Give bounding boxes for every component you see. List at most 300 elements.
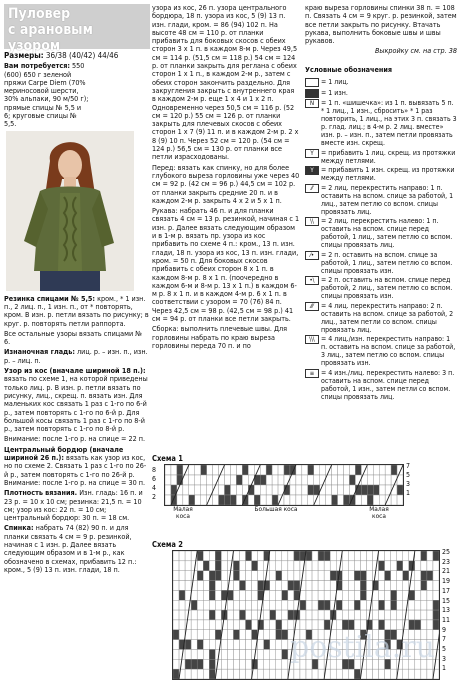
grid-cell [197, 561, 203, 571]
grid-cell [242, 465, 248, 475]
grid-cell [312, 551, 318, 561]
grid-cell [288, 581, 294, 591]
grid-cell [385, 571, 391, 581]
grid-cell [270, 630, 276, 640]
grid-cell [314, 465, 320, 475]
grid-cell [227, 620, 233, 630]
grid-cell [258, 571, 264, 581]
legend-symbol: •\ [305, 276, 319, 285]
grid-cell [361, 485, 367, 495]
s2-row: 15 [442, 596, 451, 605]
grid-cell [246, 610, 252, 620]
grid-cell [349, 475, 355, 485]
scheme-2-title: Схема 2 [152, 540, 183, 549]
grid-cell [391, 581, 397, 591]
grid-cell [294, 571, 300, 581]
grid-cell [173, 640, 179, 650]
s1-row-3: 3 [406, 480, 411, 488]
grid-cell [330, 561, 336, 571]
legend-item [305, 99, 457, 147]
grid-cell [379, 620, 385, 630]
grid-cell [264, 620, 270, 630]
grid-cell [203, 640, 209, 650]
grid-cell [288, 571, 294, 581]
grid-cell [288, 610, 294, 620]
grid-cell [367, 465, 373, 475]
grid-cell [354, 581, 360, 591]
grid-cell [302, 475, 308, 485]
grid-cell [385, 610, 391, 620]
grid-cell [284, 465, 290, 475]
grid-cell [421, 600, 427, 610]
grid-cell [349, 465, 355, 475]
grid-cell [189, 495, 195, 505]
grid-cell [233, 649, 239, 659]
grid-cell [373, 620, 379, 630]
grid-cell [373, 600, 379, 610]
grid-cell [258, 659, 264, 669]
grid-cell [197, 669, 203, 679]
grid-cell [225, 465, 231, 475]
grid-cell [338, 475, 344, 485]
legend-text: = 2 лиц. перекрестить направо: 1 п. оставить на вспом. спице за работой, 1 лиц., затем петлю со вспом. спицы провязать лиц. [321, 183, 454, 216]
grid-cell [185, 649, 191, 659]
grid-cell [197, 649, 203, 659]
grid-cell [348, 571, 354, 581]
grid-cell [318, 610, 324, 620]
grid-cell [173, 590, 179, 600]
grid-cell [233, 640, 239, 650]
grid-cell [240, 590, 246, 600]
grid-cell [183, 495, 189, 505]
grid-cell [366, 669, 372, 679]
grid-cell [282, 649, 288, 659]
grid-cell [227, 659, 233, 669]
grid-cell [270, 649, 276, 659]
grid-cell [173, 620, 179, 630]
grid-cell [209, 630, 215, 640]
column-3 [305, 4, 457, 402]
grid-cell [421, 571, 427, 581]
grid-cell [318, 600, 324, 610]
grid-cell [379, 600, 385, 610]
grid-cell [276, 551, 282, 561]
grid-cell [379, 561, 385, 571]
grid-cell [320, 495, 326, 505]
grid-cell [276, 610, 282, 620]
grid-cell [312, 610, 318, 620]
grid-cell [242, 475, 248, 485]
grid-cell [236, 485, 242, 495]
grid-cell [294, 551, 300, 561]
grid-cell [179, 630, 185, 640]
legend-symbol: ⁄• [305, 251, 319, 260]
grid-cell [227, 610, 233, 620]
legend-item [305, 184, 457, 216]
grid-cell [272, 475, 278, 485]
grid-cell [397, 551, 403, 561]
grid-cell [427, 600, 433, 610]
grid-cell [185, 640, 191, 650]
legend-text: = 2 п. оставить на вспом. спице перед работой, 2 лиц., затем петлю со вспом. спицы провязать изн. [321, 276, 453, 301]
grid-cell [264, 649, 270, 659]
legend-symbol: \\ [305, 217, 319, 226]
grid-cell [360, 581, 366, 591]
grid-cell [308, 495, 314, 505]
grid-cell [324, 551, 330, 561]
s2-row: 7 [442, 635, 447, 644]
grid-cell [185, 659, 191, 669]
grid-cell [215, 551, 221, 561]
grid-cell [330, 669, 336, 679]
grid-cell [230, 495, 236, 505]
grid-cell [246, 551, 252, 561]
grid-cell [270, 600, 276, 610]
grid-cell [252, 600, 258, 610]
grid-cell [373, 610, 379, 620]
grid-cell [258, 561, 264, 571]
grid-cell [252, 551, 258, 561]
grid-cell [288, 620, 294, 630]
grid-cell [197, 620, 203, 630]
grid-cell [221, 640, 227, 650]
grid-cell [433, 581, 439, 591]
grid-cell [246, 640, 252, 650]
grid-cell [300, 590, 306, 600]
grid-cell [270, 581, 276, 591]
grid-cell [385, 465, 391, 475]
grid-cell [233, 610, 239, 620]
grid-cell [294, 561, 300, 571]
grid-cell [391, 600, 397, 610]
grid-cell [240, 620, 246, 630]
grid-cell [409, 600, 415, 610]
grid-cell [258, 640, 264, 650]
grid-cell [397, 571, 403, 581]
grid-cell [240, 630, 246, 640]
grid-cell [191, 630, 197, 640]
c1-text-3: вязать по схеме 1, на которой приведены только лиц. р. В изн. р. петли вязать по рисунку, лиц., скрещ. п. вязать изн. Для маленьких кос связать 1 раз с 1-го по 6-й р., затем повторять с 1-го по 6-й р. Для большой косы связать 1 раз с 1-го по 8-й р., затем повторять с 1-го по 8-й р. [4, 374, 148, 434]
grid-cell [276, 590, 282, 600]
grid-cell [312, 561, 318, 571]
grid-cell [324, 620, 330, 630]
c1-head-5: Центральный бордюр (вначале шириной 26 п.): [4, 444, 124, 463]
grid-cell [306, 551, 312, 561]
grid-cell [415, 669, 421, 679]
grid-cell [342, 610, 348, 620]
grid-cell [189, 465, 195, 475]
c1-head-6: Плотность вязания. [4, 488, 78, 498]
grid-cell [246, 600, 252, 610]
grid-cell [260, 475, 266, 485]
grid-cell [300, 620, 306, 630]
grid-cell [270, 590, 276, 600]
grid-cell [433, 590, 439, 600]
grid-cell [367, 495, 373, 505]
grid-cell [270, 551, 276, 561]
grid-cell [215, 620, 221, 630]
legend-item [305, 302, 457, 334]
grid-cell [397, 590, 403, 600]
grid-cell [391, 610, 397, 620]
grid-cell [191, 610, 197, 620]
grid-cell [266, 485, 272, 495]
grid-cell [324, 581, 330, 591]
grid-cell [203, 581, 209, 591]
c1-text-6: Изн. гладь: 16 п. и 23 р. = 10 х 10 см; резинка: 21,5 п. = 10 см; узор из кос: 22 п. = 10 см; центральный бордюр: 30 п. = 18 см. [4, 488, 143, 523]
grid-cell [207, 465, 213, 475]
grid-cell [427, 581, 433, 591]
s2-row: 9 [442, 625, 447, 634]
grid-cell [276, 571, 282, 581]
grid-cell [191, 649, 197, 659]
grid-cell [354, 561, 360, 571]
grid-cell [233, 590, 239, 600]
grid-cell [252, 620, 258, 630]
scheme-1-label-small-right: Малая коса [369, 505, 389, 520]
c3-intro: краю выреза горловины спинки 38 п. = 108 п. Связать 4 см = 9 круг. р. резинкой, затем все петли закрыть по рисунку. Втачать рукава, выполнить боковые швы и швы рукавов. [305, 3, 457, 46]
grid-cell [318, 590, 324, 600]
grid-cell [344, 485, 350, 495]
grid-cell [209, 600, 215, 610]
grid-cell [201, 475, 207, 485]
grid-cell [173, 630, 179, 640]
legend-item [305, 369, 457, 401]
grid-cell [209, 620, 215, 630]
grid-cell [342, 600, 348, 610]
grid-cell [379, 475, 385, 485]
grid-cell [227, 590, 233, 600]
grid-cell [415, 571, 421, 581]
grid-cell [270, 659, 276, 669]
grid-cell [195, 485, 201, 495]
c1-head-3: Узор из кос (вначале шириной 18 п.): [4, 366, 146, 376]
grid-cell [197, 581, 203, 591]
grid-cell [209, 561, 215, 571]
grid-cell [260, 495, 266, 505]
grid-cell [379, 495, 385, 505]
grid-cell [191, 620, 197, 630]
grid-cell [342, 571, 348, 581]
grid-cell [240, 600, 246, 610]
grid-cell [415, 590, 421, 600]
model-photo [6, 131, 134, 291]
grid-cell [354, 620, 360, 630]
grid-cell [203, 590, 209, 600]
grid-cell [185, 571, 191, 581]
grid-cell [312, 590, 318, 600]
s2-row: 13 [442, 606, 451, 615]
grid-cell [354, 571, 360, 581]
grid-cell [258, 649, 264, 659]
grid-cell [306, 581, 312, 591]
grid-cell [366, 581, 372, 591]
grid-cell [308, 485, 314, 495]
grid-cell [397, 620, 403, 630]
grid-cell [207, 475, 213, 485]
legend-item [305, 251, 457, 275]
grid-cell [338, 485, 344, 495]
grid-cell [282, 590, 288, 600]
grid-cell [260, 465, 266, 475]
grid-cell [165, 495, 171, 505]
grid-cell [391, 495, 397, 505]
grid-cell [324, 600, 330, 610]
grid-cell [308, 475, 314, 485]
grid-cell [215, 581, 221, 591]
grid-cell [225, 475, 231, 485]
grid-cell [409, 610, 415, 620]
grid-cell [254, 495, 260, 505]
grid-cell [201, 495, 207, 505]
grid-cell [185, 581, 191, 591]
grid-cell [266, 475, 272, 485]
title-line-1: Пуловер [8, 6, 71, 22]
grid-cell [433, 561, 439, 571]
grid-cell [284, 495, 290, 505]
grid-cell [227, 600, 233, 610]
grid-cell [225, 485, 231, 495]
grid-cell [197, 551, 203, 561]
legend-item [305, 217, 457, 249]
watermark-text: postila.ru [290, 630, 435, 665]
grid-cell [165, 465, 171, 475]
c1-text-4: Внимание: после 1-го р. на спице = 22 п. [4, 434, 146, 444]
grid-cell [227, 640, 233, 650]
grid-cell [264, 669, 270, 679]
grid-cell [201, 485, 207, 495]
grid-cell [282, 571, 288, 581]
grid-cell [254, 485, 260, 495]
grid-cell [264, 630, 270, 640]
legend-symbol: ⁄⁄ [305, 184, 319, 193]
grid-cell [191, 659, 197, 669]
legend-symbol [305, 89, 319, 98]
grid-cell [336, 610, 342, 620]
grid-cell [185, 551, 191, 561]
grid-cell [366, 551, 372, 561]
grid-cell [264, 640, 270, 650]
grid-cell [302, 485, 308, 495]
legend-text: = 2 п. оставить на вспом. спице за работой, 1 лиц., затем петлю со вспом. спицы провязать изн. [321, 250, 453, 275]
grid-cell [421, 610, 427, 620]
grid-cell [272, 495, 278, 505]
grid-cell [197, 610, 203, 620]
grid-cell [385, 590, 391, 600]
grid-cell [282, 581, 288, 591]
grid-cell [258, 669, 264, 679]
s1-row-6: 6 [152, 475, 157, 483]
grid-cell [360, 610, 366, 620]
grid-cell [248, 465, 254, 475]
grid-cell [197, 590, 203, 600]
grid-cell [185, 561, 191, 571]
grid-cell [272, 465, 278, 475]
grid-cell [366, 561, 372, 571]
grid-cell [233, 561, 239, 571]
grid-cell [179, 590, 185, 600]
grid-cell [270, 640, 276, 650]
legend-item [305, 78, 457, 87]
grid-cell [385, 669, 391, 679]
grid-cell [324, 590, 330, 600]
grid-cell [227, 630, 233, 640]
grid-cell [221, 669, 227, 679]
grid-cell [209, 571, 215, 581]
legend-symbol: ≡ [305, 369, 319, 378]
grid-cell [282, 640, 288, 650]
grid-cell [276, 600, 282, 610]
scheme-1-row-numbers-left [152, 466, 156, 502]
grid-cell [324, 571, 330, 581]
grid-cell [288, 590, 294, 600]
legend-text: = 1 лиц. [321, 78, 349, 87]
grid-cell [252, 561, 258, 571]
c3-source: Выкройку см. на стр. 38 [374, 46, 457, 56]
grid-cell [373, 475, 379, 485]
scheme-1-title: Схема 1 [152, 454, 183, 463]
grid-cell [360, 551, 366, 561]
grid-cell [173, 669, 179, 679]
grid-cell [203, 600, 209, 610]
grid-cell [421, 551, 427, 561]
grid-cell [221, 571, 227, 581]
grid-cell [203, 610, 209, 620]
grid-cell [302, 495, 308, 505]
grid-cell [427, 669, 433, 679]
grid-cell [421, 561, 427, 571]
grid-cell [195, 495, 201, 505]
grid-cell [312, 581, 318, 591]
grid-cell [300, 610, 306, 620]
grid-cell [336, 620, 342, 630]
grid-cell [306, 620, 312, 630]
legend-item [305, 166, 457, 182]
grid-cell [391, 561, 397, 571]
scheme-2-row-numbers [442, 548, 450, 674]
grid-cell [403, 571, 409, 581]
grid-cell [318, 551, 324, 561]
legend-symbol: ⁄⁄⁄ [305, 302, 319, 311]
legend-text: = 1 изн. [321, 88, 348, 97]
legend-text: = 4 лиц./изн. перекрестить направо: 1 п. оставить на вспом. спице за работой, 3 лиц., затем петлю со вспом. спицы провязать изн. [321, 335, 456, 368]
legend-item [305, 149, 457, 165]
grid-cell [348, 561, 354, 571]
grid-cell [318, 571, 324, 581]
grid-cell [433, 610, 439, 620]
grid-cell [221, 581, 227, 591]
grid-cell [373, 485, 379, 495]
grid-cell [415, 581, 421, 591]
column-2 [152, 4, 300, 352]
grid-cell [276, 581, 282, 591]
grid-cell [385, 551, 391, 561]
grid-cell [391, 465, 397, 475]
s2-row: 25 [442, 548, 451, 556]
grid-cell [230, 485, 236, 495]
grid-cell [336, 669, 342, 679]
s2-row: 17 [442, 586, 451, 595]
grid-cell [342, 551, 348, 561]
grid-cell [306, 590, 312, 600]
grid-cell [342, 561, 348, 571]
grid-cell [288, 551, 294, 561]
grid-cell [385, 581, 391, 591]
grid-cell [173, 581, 179, 591]
grid-cell [240, 649, 246, 659]
grid-cell [219, 495, 225, 505]
grid-cell [233, 581, 239, 591]
